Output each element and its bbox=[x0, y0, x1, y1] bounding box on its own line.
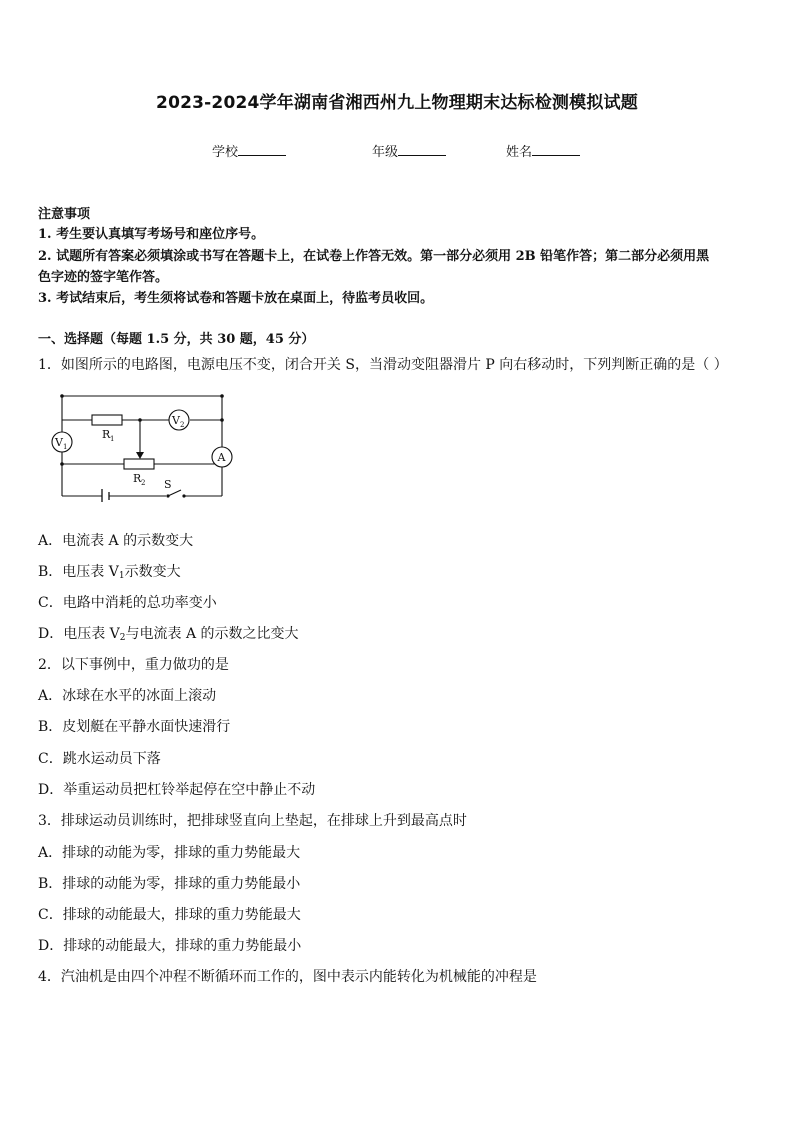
question-2-option-d[interactable]: D．举重运动员把杠铃举起停在空中静止不动 bbox=[38, 782, 316, 798]
voltmeter-v2-label: V bbox=[172, 414, 180, 427]
section-heading: 一、选择题（每题 1.5 分，共 30 题，45 分） bbox=[38, 332, 315, 347]
question-2-option-b[interactable]: B．皮划艇在平静水面快速滑行 bbox=[38, 719, 231, 735]
circuit-diagram bbox=[44, 390, 244, 502]
question-2-stem: 2．以下事例中，重力做功的是 bbox=[38, 657, 229, 673]
question-1-stem: 1．如图所示的电路图，电源电压不变，闭合开关 S，当滑动变阻器滑片 P 向右移动时，下列判断正确的是（ ） bbox=[38, 357, 728, 373]
question-3-option-b[interactable]: B．排球的动能为零，排球的重力势能最小 bbox=[38, 876, 301, 892]
r1-label: R bbox=[102, 428, 111, 441]
option-d-subscript: 2 bbox=[119, 633, 126, 643]
switch-label: S bbox=[164, 478, 172, 491]
option-b-text-end: 示数变大 bbox=[124, 564, 181, 580]
question-4-stem: 4．汽油机是由四个冲程不断循环而工作的，图中表示内能转化为机械能的冲程是 bbox=[38, 969, 537, 985]
voltmeter-v1-subscript: 1 bbox=[63, 443, 68, 451]
school-label: 学校 bbox=[212, 145, 239, 160]
ammeter bbox=[212, 447, 232, 467]
school-blank[interactable] bbox=[238, 143, 286, 156]
question-3-option-d[interactable]: D．排球的动能最大，排球的重力势能最小 bbox=[38, 938, 302, 954]
question-3-option-c[interactable]: C．排球的动能最大，排球的重力势能最大 bbox=[38, 907, 301, 923]
name-label: 姓名 bbox=[506, 145, 533, 160]
r1-subscript: 1 bbox=[110, 435, 115, 443]
page-title: 2023-2024学年湖南省湘西州九上物理期末达标检测模拟试题 bbox=[156, 93, 638, 113]
question-3-option-a[interactable]: A．排球的动能为零，排球的重力势能最大 bbox=[38, 845, 301, 861]
voltmeter-v2 bbox=[169, 410, 189, 430]
resistor-r2 bbox=[124, 459, 154, 469]
voltmeter-v1 bbox=[52, 432, 72, 452]
name-field[interactable] bbox=[506, 141, 580, 160]
question-1-option-d[interactable] bbox=[38, 623, 299, 643]
name-blank[interactable] bbox=[532, 143, 580, 156]
option-b-subscript: 1 bbox=[118, 571, 125, 581]
question-1-option-b[interactable] bbox=[38, 561, 181, 581]
note-item: 2. 试题所有答案必须填涂或书写在答题卡上，在试卷上作答无效。第一部分必须用 2B 铅笔作答；第二部分必须用黑 bbox=[38, 249, 710, 264]
grade-field[interactable] bbox=[372, 141, 446, 160]
question-2-option-a[interactable]: A．冰球在水平的冰面上滚动 bbox=[38, 688, 217, 704]
voltmeter-v2-subscript: 2 bbox=[180, 421, 185, 429]
option-b-text: B．电压表 V bbox=[38, 564, 119, 580]
r2-label: R bbox=[133, 472, 142, 485]
option-d-text: D．电压表 V bbox=[38, 626, 120, 642]
note-item: 色字迹的签字笔作答。 bbox=[38, 270, 169, 285]
question-3-stem: 3．排球运动员训练时，把排球竖直向上垫起，在排球上升到最高点时 bbox=[38, 813, 467, 829]
question-1-option-c[interactable]: C．电路中消耗的总功率变小 bbox=[38, 595, 217, 611]
ammeter-label: A bbox=[217, 451, 226, 464]
notes-heading: 注意事项 bbox=[38, 207, 91, 222]
question-1-option-a[interactable]: A．电流表 A 的示数变大 bbox=[38, 533, 194, 549]
option-d-text-end: 与电流表 A 的示数之比变大 bbox=[125, 626, 299, 642]
r2-subscript: 2 bbox=[141, 479, 146, 487]
question-2-option-c[interactable]: C．跳水运动员下落 bbox=[38, 751, 161, 767]
voltmeter-v1-label: V bbox=[55, 436, 63, 449]
note-item: 1. 考生要认真填写考场号和座位序号。 bbox=[38, 227, 265, 242]
school-field[interactable] bbox=[212, 141, 286, 160]
grade-label: 年级 bbox=[372, 145, 399, 160]
grade-blank[interactable] bbox=[398, 143, 446, 156]
resistor-r1 bbox=[92, 415, 122, 425]
battery-icon bbox=[102, 489, 109, 502]
note-item: 3. 考试结束后，考生须将试卷和答题卡放在桌面上，待监考员收回。 bbox=[38, 291, 434, 306]
